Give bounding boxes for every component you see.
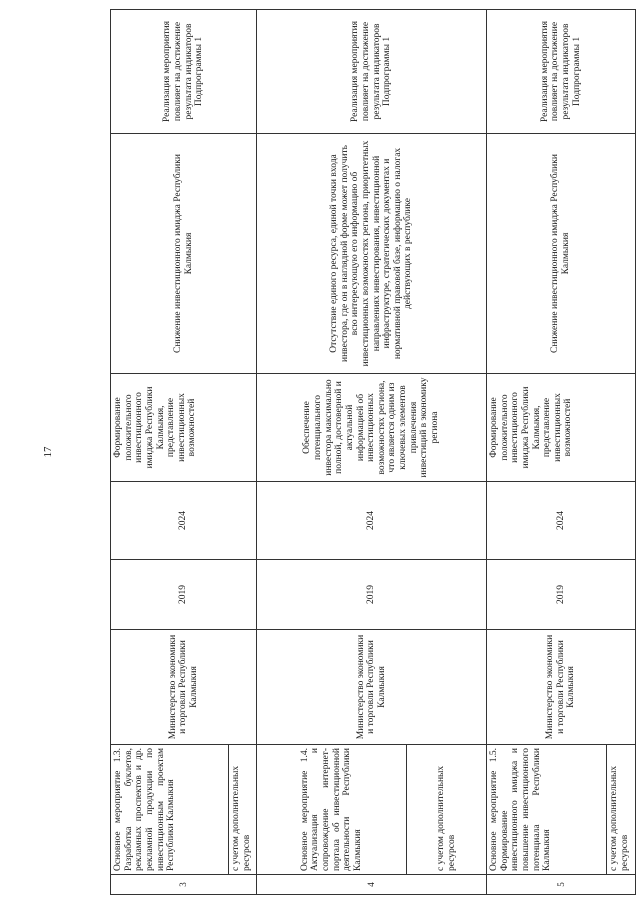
measures-table: [110, 9, 636, 895]
expected-result: Обеспечение потенциального инвестора максимально полной, достоверной и актуальной информацией об инвестиционных возможностях региона, что является одним из ключевых элементов привлечения инвестиций в экономику региона: [257, 374, 487, 482]
measure-subrow: с учетом дополнительных ресурсов: [229, 745, 257, 875]
table-row: [257, 10, 407, 895]
measure-subrow: с учетом дополнительных ресурсов: [607, 745, 636, 875]
non-implementation-consequence: Снижение инвестиционного имиджа Республики Калмыкия: [111, 134, 257, 374]
program-table: [110, 10, 635, 895]
end-year: 2024: [257, 482, 487, 560]
table-row: [111, 10, 229, 895]
measure-title: Основное мероприятие 1.3. Разработка буклетов, рекламных проспектов и др. рекламной продукции по инвестиционным проектам Республики Калмыкия: [111, 745, 229, 875]
non-implementation-consequence: Отсутствие единого ресурса, единой точки входа инвестора, где он в наглядной форме может получить всю интересующую его информацию об инвестиционных возможностях региона, приоритетных направлениях инвестирования, инвестиционной инфраструктуре, стратегических документах и нормативной правовой базе, информацию о налогах действующих в республике: [257, 134, 487, 374]
start-year: 2019: [111, 560, 257, 630]
measure-subrow: с учетом дополнительных ресурсов: [407, 745, 487, 875]
indicator-link: Реализация мероприятия повлияет на достижение результата индикаторов Подпрограммы 1: [487, 10, 636, 134]
indicator-link: Реализация мероприятия повлияет на достижение результата индикаторов Подпрограммы 1: [257, 10, 487, 134]
executor: Министерство экономики и торговли Республики Калмыкия: [111, 630, 257, 745]
expected-result: Формирование положительного инвестиционного имиджа Республики Калмыкия, представление инвестиционных возможностей: [111, 374, 257, 482]
table-rotated-container: [110, 10, 635, 895]
indicator-link: Реализация мероприятия повлияет на достижение результата индикаторов Подпрограммы 1: [111, 10, 257, 134]
row-number: 5: [487, 875, 636, 895]
expected-result: Формирование положительного инвестиционного имиджа Республики Калмыкия, представление инвестиционных возможностей: [487, 374, 636, 482]
non-implementation-consequence: Снижение инвестиционного имиджа Республики Калмыкия: [487, 134, 636, 374]
end-year: 2024: [487, 482, 636, 560]
row-number: 3: [111, 875, 257, 895]
row-number: 4: [257, 875, 487, 895]
page-number: 17: [42, 446, 54, 458]
measure-title: Основное мероприятие 1.5. Формирование инвестиционного имиджа и повышение инвестиционного потенциала Республики Калмыкия: [487, 745, 607, 875]
executor: Министерство экономики и торговли Республики Калмыкия: [257, 630, 487, 745]
start-year: 2019: [257, 560, 487, 630]
table-row: [487, 10, 607, 895]
start-year: 2019: [487, 560, 636, 630]
measure-title: Основное мероприятие 1.4. Актуализация и сопровождение интернет-портала об инвестиционной деятельности Республики Калмыкия: [257, 745, 407, 875]
executor: Министерство экономики и торговли Республики Калмыкия: [487, 630, 636, 745]
end-year: 2024: [111, 482, 257, 560]
